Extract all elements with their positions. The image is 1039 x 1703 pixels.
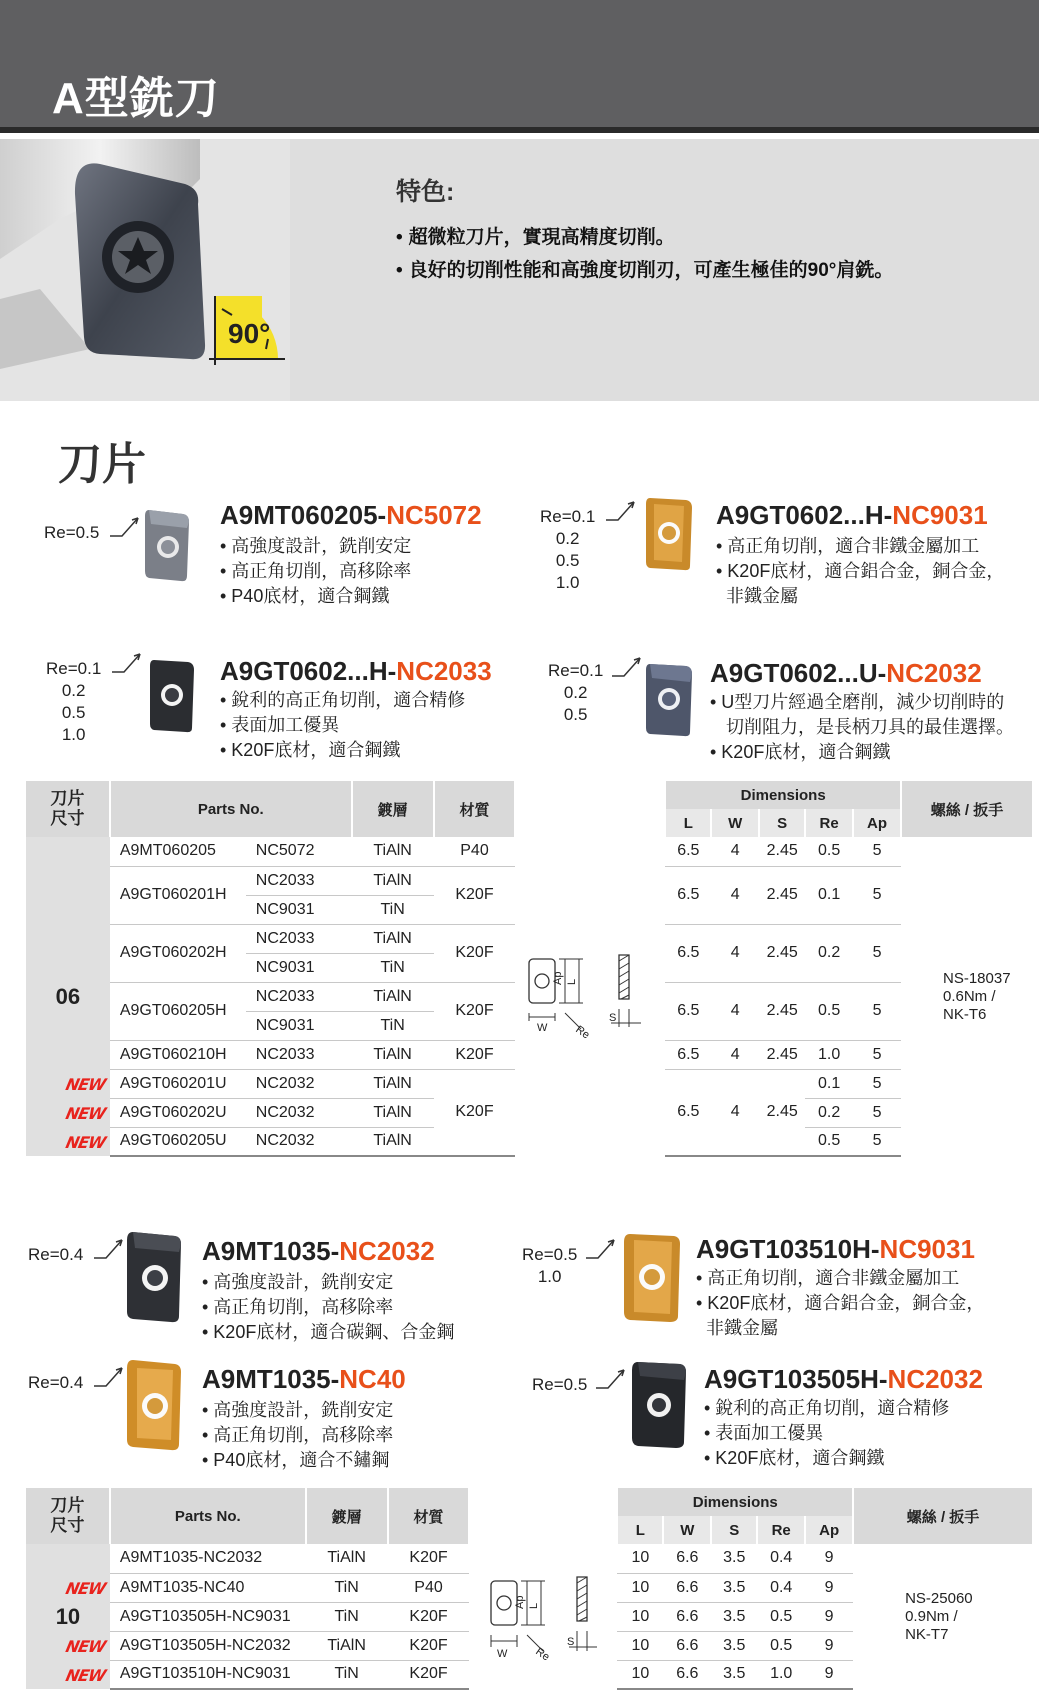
dim-l: 10: [617, 1631, 663, 1660]
desc-line: • 高正角切削，適合非鐵金屬加工: [716, 536, 980, 556]
insert-model: A9GT0602...H-: [220, 656, 397, 686]
insert-image-gold: [622, 1232, 682, 1324]
insert-title: [704, 1364, 983, 1395]
dim-w: 4: [711, 924, 759, 982]
desc-line: • K20F底材，適合鋼鐵: [220, 740, 401, 760]
angle-label: 90°: [228, 318, 271, 349]
part-no: A9GT103505H-NC9031: [110, 1602, 306, 1631]
dim-ap: 5: [853, 1040, 901, 1069]
coating: TiAlN: [306, 1544, 388, 1573]
dim-ap: 9: [805, 1631, 853, 1660]
re-value: 0.5: [555, 551, 580, 570]
dim-l: 10: [617, 1660, 663, 1689]
new-badge: NEW: [63, 1578, 107, 1598]
label-re: Re: [533, 1645, 553, 1664]
insert-grade: NC2032: [886, 658, 982, 688]
insert-grade: NC2033: [396, 656, 492, 686]
screw-line: NS-18037: [943, 969, 1011, 987]
desc-line: • K20F底材，適合鋼鐵: [710, 742, 891, 762]
coating: TiN: [306, 1573, 388, 1602]
header-ap: Ap: [853, 809, 901, 837]
dim-re: 0.5: [757, 1602, 805, 1631]
header-size: [26, 781, 110, 837]
dim-re: 1.0: [805, 1040, 853, 1069]
header-dimensions: Dimensions: [617, 1488, 853, 1516]
coating: TiN: [352, 1011, 434, 1040]
spec-table-06: [26, 781, 1034, 1157]
dim-s: 3.5: [711, 1573, 757, 1602]
coating: TiAlN: [352, 1069, 434, 1098]
coating: TiAlN: [352, 837, 434, 866]
header-diagram: [469, 1488, 617, 1544]
grade: NC9031: [246, 1011, 352, 1040]
dim-ap: 9: [805, 1602, 853, 1631]
dim-w: 6.6: [663, 1660, 711, 1689]
grade: NC2033: [246, 866, 352, 895]
desc-line: • K20F底材，適合鋁合金，銅合金，: [716, 561, 1005, 581]
insert-title: [710, 658, 982, 689]
material: P40: [388, 1573, 470, 1602]
dim-ap: 9: [805, 1544, 853, 1573]
features-title: 特色:: [396, 178, 455, 206]
dim-s: 3.5: [711, 1660, 757, 1689]
insert-description: [710, 690, 1014, 765]
label-w: W: [497, 1647, 508, 1660]
insert-model: A9MT060205-: [220, 500, 387, 530]
header-screw: 螺絲 / 扳手: [853, 1488, 1033, 1544]
features-block: [396, 172, 893, 288]
insert-diagram: [515, 837, 665, 1156]
dim-s: 2.45: [759, 982, 805, 1040]
material: K20F: [434, 1040, 516, 1069]
insert-model: A9GT103505H-: [704, 1364, 888, 1394]
grade: NC2032: [246, 1069, 352, 1098]
header-s: S: [759, 809, 805, 837]
coating: TiN: [352, 895, 434, 924]
desc-line: 切削阻力，是長柄刀具的最佳選擇。: [726, 717, 1014, 737]
page-title: A型銑刀: [52, 74, 220, 123]
insert-image-black: [148, 658, 196, 734]
part-no: [63, 1660, 306, 1689]
part-no-text: A9GT060205U: [119, 1132, 227, 1150]
screw-line: 0.6Nm /: [943, 987, 996, 1005]
header-w: W: [711, 809, 759, 837]
material: P40: [434, 837, 516, 866]
part-no: A9GT060201H: [110, 866, 246, 924]
material: K20F: [388, 1631, 470, 1660]
screw-line: 0.9Nm /: [905, 1607, 958, 1625]
re-leader-line: [108, 514, 142, 538]
dim-w: 6.6: [663, 1602, 711, 1631]
re-value: 0.2: [61, 681, 86, 700]
part-no-text: A9GT060202U: [119, 1103, 227, 1121]
part-no-text: A9GT103510H-NC9031: [119, 1665, 291, 1683]
header-ap: Ap: [805, 1516, 853, 1544]
dim-s: 3.5: [711, 1602, 757, 1631]
dim-l: 10: [617, 1602, 663, 1631]
dim-l: 6.5: [665, 1040, 711, 1069]
label-w: W: [537, 1021, 548, 1034]
coating: TiAlN: [352, 1127, 434, 1156]
header-size-line: 尺寸: [50, 1516, 85, 1535]
grade: NC5072: [246, 837, 352, 866]
dimension-diagram: [483, 1567, 603, 1667]
header-coating: 鍍層: [352, 781, 434, 837]
dim-ap: 5: [853, 1069, 901, 1098]
part-no: A9MT060205: [110, 837, 246, 866]
header-s: S: [711, 1516, 757, 1544]
dim-re: 0.5: [805, 1127, 853, 1156]
feature-item: • 良好的切削性能和高強度切削刃，可產生極佳的90°肩銑。: [396, 255, 893, 282]
part-no: [63, 1098, 246, 1127]
insert-diagram: [469, 1544, 617, 1689]
desc-line: • U型刀片經過全磨削，減少切削時的: [710, 692, 1005, 712]
insert-image-black: [125, 1230, 183, 1325]
desc-line: • 高正角切削，高移除率: [220, 561, 412, 581]
header-dimensions: Dimensions: [665, 781, 901, 809]
dim-l: 10: [617, 1573, 663, 1602]
coating: TiAlN: [352, 982, 434, 1011]
desc-line: • 高正角切削，高移除率: [202, 1425, 394, 1445]
header-l: L: [617, 1516, 663, 1544]
dim-l: 6.5: [665, 1069, 711, 1156]
insert-image-blue: [644, 662, 694, 738]
dim-s: 2.45: [759, 924, 805, 982]
label-s: S: [609, 1011, 617, 1024]
dim-ap: 5: [853, 837, 901, 866]
material: K20F: [388, 1544, 470, 1573]
dim-w: 6.6: [663, 1544, 711, 1573]
dim-w: 4: [711, 1040, 759, 1069]
coating: TiAlN: [352, 866, 434, 895]
label-re: Re: [573, 1023, 593, 1042]
grade: NC9031: [246, 953, 352, 982]
dim-s: 2.45: [759, 1069, 805, 1156]
dim-ap: 5: [853, 866, 901, 924]
re-label: [46, 658, 101, 746]
dim-w: 6.6: [663, 1573, 711, 1602]
screw-line: NK-T6: [943, 1005, 987, 1023]
desc-line: • 銳利的高正角切削，適合精修: [704, 1398, 950, 1418]
insert-grade: NC9031: [879, 1234, 975, 1264]
dim-re: 0.2: [805, 1098, 853, 1127]
new-badge: NEW: [63, 1636, 107, 1656]
insert-title: [696, 1234, 975, 1265]
header-material: 材質: [434, 781, 516, 837]
desc-line: • P40底材，適合不鏽鋼: [202, 1450, 390, 1470]
dim-s: 3.5: [711, 1631, 757, 1660]
insert-grade: NC40: [339, 1364, 406, 1394]
part-no: [63, 1631, 306, 1660]
dim-w: 4: [711, 1069, 759, 1156]
dim-re: 0.5: [805, 837, 853, 866]
desc-line: • 表面加工優異: [704, 1423, 824, 1443]
desc-line: • K20F底材，適合鋁合金，銅合金，: [696, 1293, 985, 1313]
desc-line: • 高強度設計，銑削安定: [202, 1400, 394, 1420]
header-l: L: [665, 809, 711, 837]
re-value: 0.5: [563, 705, 588, 724]
dim-re: 0.1: [805, 1069, 853, 1098]
re-leader-line: [92, 1236, 126, 1260]
header-re: Re: [805, 809, 853, 837]
part-no-text: A9GT060201U: [119, 1074, 227, 1092]
spec-table-10: [26, 1488, 1034, 1690]
coating: TiN: [352, 953, 434, 982]
re-leader-line: [92, 1364, 126, 1388]
insert-description: [704, 1396, 949, 1471]
header-parts: Parts No.: [110, 781, 352, 837]
header-coating: 鍍層: [306, 1488, 388, 1544]
coating: TiAlN: [306, 1631, 388, 1660]
header-screw: 螺絲 / 扳手: [901, 781, 1033, 837]
insert-description: [202, 1270, 454, 1345]
re-value: Re=0.5: [522, 1245, 578, 1264]
header-size: [26, 1488, 110, 1544]
desc-line: • 高正角切削，適合非鐵金屬加工: [696, 1268, 960, 1288]
insert-title: [220, 500, 482, 531]
dim-w: 4: [711, 866, 759, 924]
dim-ap: 5: [853, 1127, 901, 1156]
label-ap: Ap: [514, 1595, 527, 1609]
insert-image-gray: [143, 508, 191, 583]
dim-re: 0.1: [805, 866, 853, 924]
insert-model: A9MT1035-: [202, 1236, 340, 1266]
dim-w: 4: [711, 837, 759, 866]
part-no: A9MT1035-NC2032: [110, 1544, 306, 1573]
screw-line: NK-T7: [905, 1625, 949, 1643]
milling-cutter-photo: [0, 139, 290, 401]
new-badge: NEW: [63, 1103, 107, 1123]
desc-line: • K20F底材，適合鋼鐵: [704, 1448, 885, 1468]
re-value: 1.0: [555, 573, 580, 592]
grade: NC2033: [246, 924, 352, 953]
new-badge: NEW: [63, 1132, 107, 1152]
re-value: 0.5: [61, 703, 86, 722]
re-value: Re=0.1: [540, 507, 596, 526]
re-leader-line: [604, 498, 638, 522]
coating: TiAlN: [352, 1040, 434, 1069]
insert-description: [220, 688, 465, 763]
dim-w: 6.6: [663, 1631, 711, 1660]
header-size-line: 刀片: [50, 789, 85, 808]
dim-re: 0.4: [757, 1573, 805, 1602]
dim-re: 0.5: [805, 982, 853, 1040]
label-ap: Ap: [552, 971, 565, 985]
dim-ap: 5: [853, 982, 901, 1040]
feature-item: • 超微粒刀片，實現高精度切削。: [396, 222, 893, 249]
re-label: Re=0.4: [28, 1245, 84, 1264]
desc-line: 非鐵金屬: [706, 1318, 778, 1338]
dimension-diagram: [525, 951, 655, 1043]
header-size-line: 刀片: [50, 1496, 85, 1515]
insert-description: [696, 1266, 984, 1341]
header-material: 材質: [388, 1488, 470, 1544]
part-no: A9GT060205H: [110, 982, 246, 1040]
insert-title: [202, 1236, 435, 1267]
material: K20F: [434, 866, 516, 924]
part-no-text: A9MT1035-NC40: [119, 1578, 245, 1596]
re-leader-line: [610, 654, 644, 678]
dim-ap: 9: [805, 1573, 853, 1602]
dim-w: 4: [711, 982, 759, 1040]
insert-grade: NC9031: [892, 500, 988, 530]
dim-ap: 5: [853, 924, 901, 982]
insert-image-black: [630, 1360, 688, 1450]
insert-image-gold: [644, 496, 694, 572]
material: K20F: [388, 1660, 470, 1689]
re-value: 0.2: [555, 529, 580, 548]
size-cell: 10: [26, 1544, 110, 1689]
insert-image-gold: [125, 1358, 183, 1453]
re-value: Re=0.1: [46, 659, 102, 678]
insert-title: [716, 500, 988, 531]
grade: NC2032: [246, 1098, 352, 1127]
coating: TiN: [306, 1602, 388, 1631]
insert-model: A9GT0602...U-: [710, 658, 887, 688]
label-l: L: [528, 1602, 541, 1609]
material: K20F: [388, 1602, 470, 1631]
new-badge: NEW: [63, 1665, 107, 1685]
re-label: Re=0.4: [28, 1373, 84, 1392]
size-cell: 06: [26, 837, 110, 1156]
re-leader-line: [584, 1236, 618, 1260]
grade: NC2032: [246, 1127, 352, 1156]
desc-line: • K20F底材，適合碳鋼、合金鋼: [202, 1322, 455, 1342]
desc-line: • 銳利的高正角切削，適合精修: [220, 690, 466, 710]
insert-model: A9MT1035-: [202, 1364, 340, 1394]
dim-s: 3.5: [711, 1544, 757, 1573]
header-diagram: [515, 781, 665, 837]
desc-line: • 表面加工優異: [220, 715, 340, 735]
label-l: L: [566, 978, 579, 985]
insert-description: [716, 534, 1004, 609]
dim-l: 6.5: [665, 866, 711, 924]
coating: TiAlN: [352, 924, 434, 953]
re-leader-line: [110, 650, 144, 674]
table-row: [26, 837, 1033, 866]
dim-re: 1.0: [757, 1660, 805, 1689]
insert-title: [220, 656, 492, 687]
section-title: 刀片: [58, 440, 146, 489]
desc-line: • 高強度設計，銑削安定: [220, 536, 412, 556]
part-no: A9GT060202H: [110, 924, 246, 982]
header-parts: Parts No.: [110, 1488, 306, 1544]
dim-re: 0.5: [757, 1631, 805, 1660]
material: K20F: [434, 982, 516, 1040]
desc-line: 非鐵金屬: [726, 586, 798, 606]
dim-re: 0.2: [805, 924, 853, 982]
insert-description: [202, 1398, 393, 1473]
dim-re: 0.4: [757, 1544, 805, 1573]
new-badge: NEW: [63, 1074, 107, 1094]
coating: TiAlN: [352, 1098, 434, 1127]
desc-line: • 高強度設計，銑削安定: [202, 1272, 394, 1292]
label-s: S: [567, 1635, 575, 1648]
grade: NC2033: [246, 982, 352, 1011]
re-label: [540, 506, 595, 594]
re-label: Re=0.5: [44, 523, 100, 542]
dim-ap: 5: [853, 1098, 901, 1127]
screw-cell: [853, 1544, 1033, 1689]
re-label: Re=0.5: [532, 1375, 588, 1394]
screw-line: NS-25060: [905, 1589, 973, 1607]
dim-l: 6.5: [665, 982, 711, 1040]
coating: TiN: [306, 1660, 388, 1689]
material: K20F: [434, 924, 516, 982]
screw-cell: [901, 837, 1033, 1156]
desc-line: • 高正角切削，高移除率: [202, 1297, 394, 1317]
desc-line: • P40底材，適合鋼鐵: [220, 586, 390, 606]
re-label: [522, 1244, 577, 1288]
re-value: 1.0: [537, 1267, 562, 1286]
dim-l: 10: [617, 1544, 663, 1573]
part-no: A9GT060210H: [110, 1040, 246, 1069]
insert-grade: NC5072: [386, 500, 482, 530]
dim-ap: 9: [805, 1660, 853, 1689]
dim-s: 2.45: [759, 837, 805, 866]
dim-l: 6.5: [665, 837, 711, 866]
material: K20F: [434, 1069, 516, 1156]
part-no: [63, 1127, 246, 1156]
re-value: 1.0: [61, 725, 86, 744]
table-row: [26, 1544, 1033, 1573]
dim-l: 6.5: [665, 924, 711, 982]
header-w: W: [663, 1516, 711, 1544]
header-size-line: 尺寸: [50, 809, 85, 828]
re-value: Re=0.1: [548, 661, 604, 680]
dim-s: 2.45: [759, 866, 805, 924]
insert-model: A9GT0602...H-: [716, 500, 893, 530]
grade: NC2033: [246, 1040, 352, 1069]
insert-model: A9GT103510H-: [696, 1234, 880, 1264]
insert-description: [220, 534, 411, 609]
insert-title: [202, 1364, 406, 1395]
part-no-text: A9GT103505H-NC2032: [119, 1636, 291, 1654]
re-leader-line: [594, 1366, 628, 1390]
header-re: Re: [757, 1516, 805, 1544]
dim-s: 2.45: [759, 1040, 805, 1069]
insert-grade: NC2032: [887, 1364, 983, 1394]
insert-grade: NC2032: [339, 1236, 435, 1266]
re-label: [548, 660, 603, 726]
re-value: 0.2: [563, 683, 588, 702]
part-no: [63, 1069, 246, 1098]
part-no: [63, 1573, 306, 1602]
grade: NC9031: [246, 895, 352, 924]
